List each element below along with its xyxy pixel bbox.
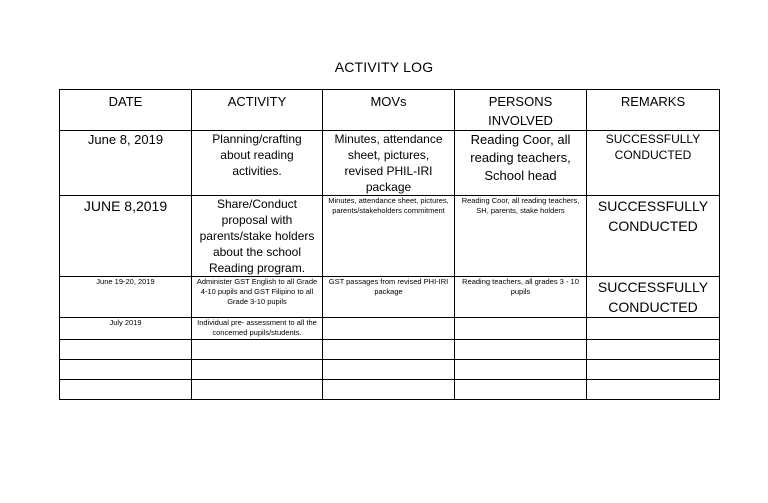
activity-cell (192, 380, 323, 400)
movs-cell (323, 340, 455, 360)
column-header-persons-involved: PERSONS INVOLVED (455, 90, 587, 131)
activity-cell: Administer GST English to all Grade 4-10 pupils and GST Filipino to all Grade 3-10 pupils (192, 277, 323, 318)
remarks-cell (587, 360, 720, 380)
persons-cell (455, 340, 587, 360)
activity-cell: Share/Conduct proposal with parents/stake holders about the school Reading program. (192, 196, 323, 277)
date-cell: July 2019 (60, 318, 192, 340)
date-cell (60, 380, 192, 400)
remarks-cell (587, 380, 720, 400)
movs-cell: GST passages from revised PHI-IRI package (323, 277, 455, 318)
date-cell: JUNE 8,2019 (60, 196, 192, 277)
persons-cell: Reading teachers, all grades 3 - 10 pupils (455, 277, 587, 318)
table-row (60, 131, 720, 196)
column-header-remarks: REMARKS (587, 90, 720, 131)
date-cell (60, 340, 192, 360)
remarks-cell (587, 318, 720, 340)
movs-cell (323, 360, 455, 380)
table-row (60, 340, 720, 360)
activity-cell: Individual pre- assessment to all the concerned pupils/students. (192, 318, 323, 340)
date-cell: June 8, 2019 (60, 131, 192, 196)
persons-cell (455, 360, 587, 380)
movs-cell (323, 318, 455, 340)
activity-log-table (59, 89, 720, 400)
table-row (60, 318, 720, 340)
movs-cell: Minutes, attendance sheet, pictures, revised PHIL-IRI package (323, 131, 455, 196)
header-row (60, 90, 720, 131)
date-cell (60, 360, 192, 380)
movs-cell: Minutes, attendance sheet, pictures, parents/stakeholders commitment (323, 196, 455, 277)
activity-cell: Planning/crafting about reading activities. (192, 131, 323, 196)
table-row (60, 380, 720, 400)
remarks-cell: SUCCESSFULLY CONDUCTED (587, 277, 720, 318)
persons-cell: Reading Coor, all reading teachers, SH, parents, stake holders (455, 196, 587, 277)
page-title: ACTIVITY LOG (334, 59, 434, 75)
column-header-date: DATE (60, 90, 192, 131)
persons-cell: Reading Coor, all reading teachers, School head (455, 131, 587, 196)
movs-cell (323, 380, 455, 400)
activity-cell (192, 340, 323, 360)
table-row (60, 196, 720, 277)
date-cell: June 19-20, 2019 (60, 277, 192, 318)
remarks-cell: SUCCESSFULLY CONDUCTED (587, 131, 720, 196)
persons-cell (455, 318, 587, 340)
column-header-movs: MOVs (323, 90, 455, 131)
activity-cell (192, 360, 323, 380)
remarks-cell (587, 340, 720, 360)
table-row (60, 277, 720, 318)
table-row (60, 360, 720, 380)
remarks-cell: SUCCESSFULLY CONDUCTED (587, 196, 720, 277)
persons-cell (455, 380, 587, 400)
column-header-activity: ACTIVITY (192, 90, 323, 131)
